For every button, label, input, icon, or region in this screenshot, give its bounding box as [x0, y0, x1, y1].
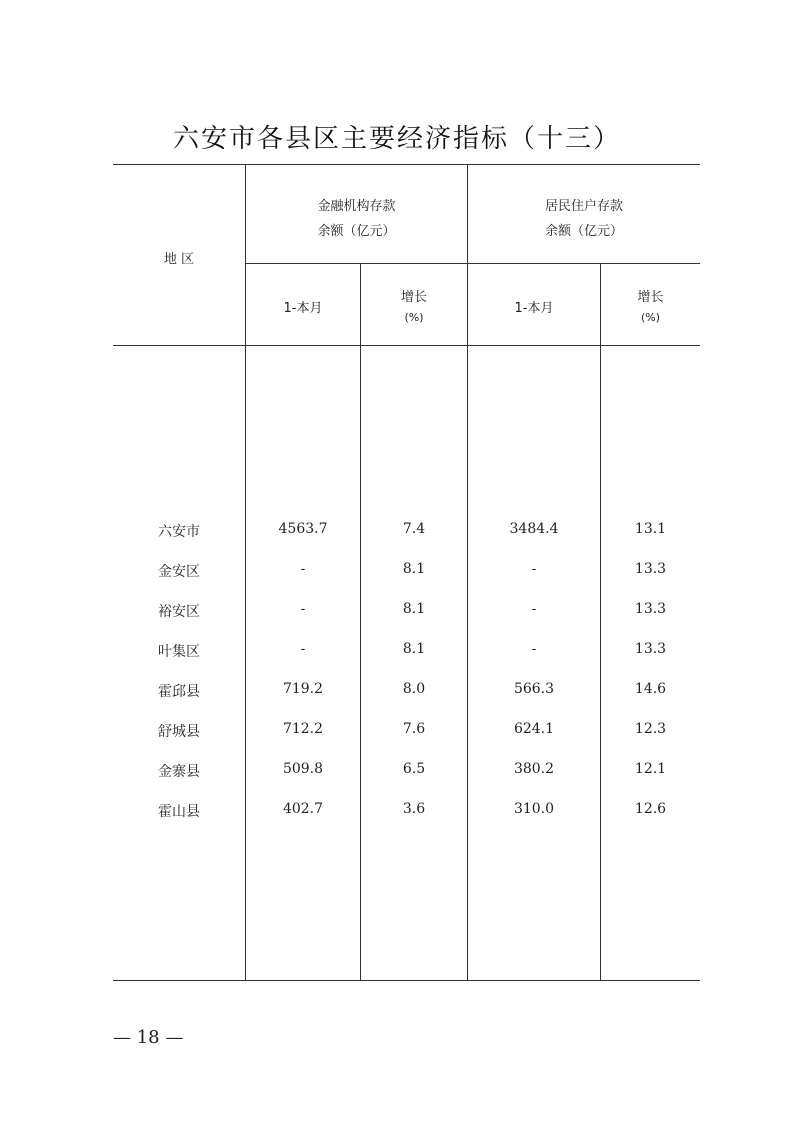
row-deposit-balance: - — [300, 561, 306, 577]
row-deposit-balance: - — [300, 601, 306, 617]
row-region-name: 霍山县 — [158, 804, 200, 820]
row-deposit-balance: 402.7 — [282, 801, 324, 817]
row-household-balance: 3484.4 — [509, 521, 559, 537]
row-deposit-growth: 3.6 — [402, 801, 426, 817]
row-deposit-growth: 8.1 — [402, 561, 426, 577]
table-row — [0, 521, 794, 541]
row-household-growth: 12.3 — [634, 721, 667, 737]
row-household-balance: 566.3 — [513, 681, 555, 697]
row-deposit-growth: 7.6 — [402, 721, 426, 737]
header-region-label: 地 区 — [163, 252, 195, 267]
table-row — [0, 801, 794, 821]
header-mid-rule — [246, 263, 700, 264]
header-growth-2-line2: (%) — [640, 311, 661, 324]
row-household-balance: 310.0 — [513, 801, 555, 817]
row-household-balance: - — [531, 601, 537, 617]
row-region-name: 叶集区 — [158, 644, 200, 660]
header-region — [113, 248, 245, 267]
row-deposit-balance: 719.2 — [282, 681, 324, 697]
row-deposit-balance: 509.8 — [282, 761, 324, 777]
table-row — [0, 681, 794, 701]
table-row — [0, 761, 794, 781]
row-region-name: 霍邱县 — [158, 684, 200, 700]
header-group-deposits — [246, 195, 467, 239]
row-region-name: 裕安区 — [158, 604, 200, 620]
header-period-2 — [468, 297, 600, 316]
table-row — [0, 641, 794, 661]
header-growth-2 — [601, 286, 700, 324]
col-divider-1 — [360, 263, 361, 980]
row-deposit-growth: 6.5 — [402, 761, 426, 777]
row-household-growth: 13.3 — [634, 641, 667, 657]
header-growth-1-line1: 增长 — [400, 290, 427, 305]
row-region-name: 舒城县 — [158, 724, 200, 740]
row-region-name: 金安区 — [158, 564, 200, 580]
row-household-growth: 12.1 — [634, 761, 667, 777]
header-growth-1-line2: (%) — [404, 311, 424, 324]
row-household-growth: 13.1 — [634, 521, 667, 537]
table-row — [0, 601, 794, 621]
header-group2-line1: 居民住户存款 — [544, 199, 623, 214]
row-household-growth: 13.3 — [634, 561, 667, 577]
header-growth-1 — [361, 286, 467, 324]
row-deposit-growth: 8.1 — [402, 641, 426, 657]
row-household-balance: - — [531, 641, 537, 657]
header-group1-line2: 余额（亿元） — [317, 224, 396, 239]
page-title: 六安市各县区主要经济指标（十三） — [172, 124, 621, 154]
row-household-growth: 14.6 — [634, 681, 667, 697]
header-period-1-label: 1-本月 — [283, 301, 323, 316]
header-period-1 — [246, 297, 360, 316]
row-household-balance: 380.2 — [513, 761, 555, 777]
table-top-rule — [113, 164, 700, 165]
col-divider-3 — [600, 263, 601, 980]
row-household-growth: 13.3 — [634, 601, 667, 617]
row-deposit-balance: 4563.7 — [278, 521, 328, 537]
row-deposit-balance: 712.2 — [282, 721, 324, 737]
table-row — [0, 561, 794, 581]
header-group1-line1: 金融机构存款 — [317, 199, 396, 214]
header-period-2-label: 1-本月 — [514, 301, 554, 316]
row-deposit-balance: - — [300, 641, 306, 657]
row-region-name: 金寨县 — [158, 764, 200, 780]
row-household-growth: 12.6 — [634, 801, 667, 817]
table-row — [0, 721, 794, 741]
row-household-balance: - — [531, 561, 537, 577]
page-number: — 18 — — [113, 1027, 184, 1048]
row-deposit-growth: 7.4 — [402, 521, 426, 537]
header-growth-2-line1: 增长 — [637, 290, 664, 305]
row-household-balance: 624.1 — [513, 721, 555, 737]
table-bottom-rule — [113, 980, 700, 981]
row-deposit-growth: 8.0 — [402, 681, 426, 697]
header-group-household — [468, 195, 700, 239]
header-group2-line2: 余额（亿元） — [544, 224, 623, 239]
row-region-name: 六安市 — [158, 524, 200, 540]
row-deposit-growth: 8.1 — [402, 601, 426, 617]
header-bottom-rule — [113, 345, 700, 346]
